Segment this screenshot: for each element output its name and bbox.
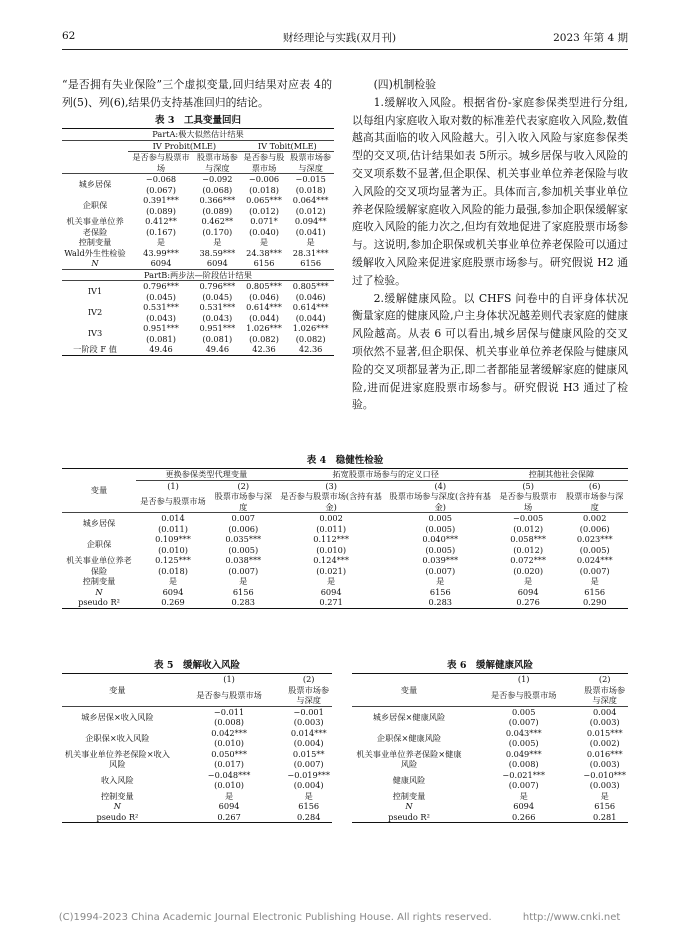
table-row: [62, 576, 628, 587]
std-error: (0.011): [158, 523, 188, 534]
column-number: (2): [598, 674, 611, 684]
std-error: (0.068): [202, 184, 233, 195]
row-label: 机关事业单位养老保险: [66, 216, 124, 237]
row-label: 健康风险: [392, 774, 426, 785]
std-error: (0.005): [508, 738, 539, 748]
coef-value: 6094: [150, 258, 172, 268]
issue-label: 2023 年第 4 期: [553, 32, 628, 44]
table-row: [62, 749, 332, 760]
coef-value: 0.271: [319, 597, 343, 607]
coef-value: 是: [590, 576, 599, 586]
section-heading: (四)机制检验: [373, 78, 437, 91]
column-number: (5): [522, 480, 534, 491]
table-row: [62, 129, 334, 141]
std-error: (0.018): [249, 184, 279, 195]
table-row: [62, 801, 332, 812]
coef-value: 1.026***: [292, 323, 329, 333]
std-error: (0.007): [508, 780, 539, 790]
table-row: [62, 248, 334, 259]
coef-value: 0.040***: [422, 534, 459, 544]
variable-header: 变量: [62, 674, 173, 707]
std-error: (0.010): [158, 544, 188, 555]
coef-value: 1.026***: [246, 323, 282, 333]
row-label: 城乡居保: [78, 179, 112, 190]
coef-value: 0.023***: [576, 534, 613, 544]
std-error: (0.082): [295, 333, 326, 344]
coef-value: 6094: [513, 801, 535, 811]
column-header: 是否参与股票市场: [196, 689, 262, 700]
coef-value: 0.072***: [510, 555, 546, 565]
table-4-grid: [62, 468, 628, 609]
coef-value: 0.058***: [510, 534, 546, 544]
table-row: [62, 513, 628, 524]
coef-value: 0.531***: [199, 302, 236, 312]
coef-value: 0.125***: [155, 555, 191, 565]
coef-value: 6094: [218, 801, 240, 811]
std-error: (0.012): [249, 205, 279, 216]
group-header: 拓宽股票市场参与的定义口径: [277, 469, 495, 481]
table-row: [62, 152, 334, 174]
table-row: [62, 216, 334, 227]
coef-value: 是: [213, 237, 222, 247]
std-error: (0.003): [589, 717, 620, 727]
coef-value: 6094: [162, 586, 184, 597]
std-error: (0.044): [295, 312, 326, 323]
coef-value: 0.004: [592, 706, 617, 717]
std-error: (0.006): [228, 523, 259, 534]
coef-value: 42.36: [252, 344, 276, 354]
column-number: (4): [434, 480, 447, 491]
coef-value: 0.042***: [211, 727, 247, 738]
table-row: [62, 524, 628, 535]
std-error: (0.005): [425, 544, 456, 555]
row-label: 城乡居保: [82, 518, 116, 529]
std-error: (0.044): [249, 312, 279, 323]
row-label: pseudo R²: [78, 597, 120, 607]
coef-value: 是: [524, 576, 533, 586]
std-error: (0.167): [146, 226, 176, 237]
coef-value: 0.290: [582, 597, 607, 607]
column-number: (2): [302, 674, 315, 684]
column-header: 是否参与股票市场: [243, 152, 285, 173]
row-label: IV2: [87, 307, 103, 318]
coef-value: −0.048***: [207, 769, 251, 780]
blank-cell: [62, 152, 128, 174]
table-row: [62, 491, 628, 513]
table-row: [352, 801, 628, 812]
row-label: pseudo R²: [388, 811, 430, 822]
std-error: (0.007): [293, 759, 324, 769]
coef-value: 0.805***: [246, 281, 282, 291]
coef-value: 0.124***: [313, 555, 349, 565]
std-error: (0.081): [202, 333, 233, 344]
coef-value: 0.796***: [143, 281, 179, 291]
coef-value: 0.283: [428, 597, 452, 607]
column-header: 是否参与股票市场: [499, 491, 557, 512]
table-row: [62, 174, 334, 185]
std-error: (0.017): [214, 759, 244, 769]
coef-value: 是: [259, 237, 269, 247]
coef-value: 28.31***: [292, 247, 329, 258]
column-number: (1): [167, 480, 179, 491]
header-rule: [62, 49, 628, 50]
std-error: (0.011): [316, 523, 347, 534]
std-error: (0.010): [214, 738, 244, 748]
coef-value: 0.002: [319, 513, 343, 523]
column-header: 股票市场参与深度: [288, 684, 330, 705]
coef-value: 0.024***: [576, 555, 613, 565]
coef-value: 0.531***: [143, 302, 179, 312]
std-error: (0.081): [146, 333, 176, 344]
coef-value: 0.796***: [199, 281, 236, 291]
coef-value: 0.015**: [292, 748, 325, 759]
table-row: [62, 195, 334, 206]
table-3-title: 表 3 工具变量回归: [155, 115, 241, 126]
column-header: 股票市场参与深度: [584, 684, 626, 705]
coef-value: 0.391***: [143, 195, 179, 205]
std-error: (0.170): [202, 226, 233, 237]
row-label: N: [91, 258, 99, 268]
std-error: (0.010): [316, 544, 347, 555]
coef-value: 0.005: [511, 706, 536, 717]
std-error: (0.008): [214, 717, 244, 727]
coef-value: −0.019***: [287, 769, 330, 780]
table-row: [62, 480, 628, 491]
table-5-title: 表 5 缓解收入风险: [154, 660, 240, 671]
row-label: 机关事业单位养老保险: [66, 555, 132, 576]
coef-value: 是: [156, 237, 166, 247]
coef-value: 0.094**: [294, 216, 327, 226]
std-error: (0.005): [579, 544, 610, 555]
coef-value: 0.002: [582, 513, 607, 523]
std-error: (0.006): [579, 523, 610, 534]
coef-value: −0.001: [293, 706, 324, 717]
table-row: [352, 791, 628, 802]
coef-value: −0.015: [295, 174, 326, 184]
coef-value: −0.011: [213, 706, 245, 717]
journal-name: 财经理论与实践(双月刊): [282, 32, 397, 44]
coef-value: 38.59***: [199, 247, 236, 258]
coef-value: −0.068: [145, 174, 177, 184]
std-error: (0.046): [295, 291, 326, 302]
coef-value: 0.614***: [292, 302, 329, 312]
std-error: (0.067): [146, 184, 176, 195]
coef-value: 0.043***: [505, 727, 542, 738]
coef-value: 0.035***: [225, 534, 262, 544]
copyright-footer: [0, 912, 679, 923]
table-row: [62, 770, 332, 781]
std-error: (0.003): [293, 717, 324, 727]
coef-value: 0.109***: [155, 534, 191, 544]
row-label: N: [113, 801, 121, 811]
row-label: N: [405, 801, 413, 811]
blank-cell: [62, 140, 128, 152]
std-error: (0.012): [513, 523, 544, 534]
coef-value: 0.284: [296, 811, 321, 822]
table-row: [62, 812, 332, 823]
coef-value: 0.038***: [225, 555, 262, 565]
table-row: [62, 728, 332, 739]
row-label: 企职保×收入风险: [85, 732, 150, 743]
column-header: 是否参与股票市场(含持有基金): [280, 491, 382, 512]
row-label: IV3: [87, 328, 103, 339]
std-error: (0.082): [249, 333, 279, 344]
std-error: (0.018): [158, 565, 188, 576]
coef-value: 6156: [232, 586, 254, 597]
mechanism-paragraph-1: 1.缓解收入风险。根据省份-家庭参保类型进行分组,以每组内家庭收入取对数的标准差代表家庭收入风险,数值越高其面临的收入风险越大。引入收入风险与家庭参保类型的交叉项,估计结果如表 5所示。城乡居保与收入风险的交叉项系数不显著,但企职保、机关事业单位养老保险与收入风险的交叉项均显著为正。具体而言,参加机关事业单位养老保险缓解家庭收入风险的能力最强,参加企职保缓解家庭收入风险的能力次之,但均有效地促进了家庭股票市场参与。这说明,参加企职保或机关事业单位养老保险可以通过缓解收入风险来促进家庭股票市场参与。研究假说 H2 通过了检验。: [352, 95, 628, 287]
coef-value: 0.112***: [313, 534, 349, 544]
std-error: (0.003): [589, 759, 620, 769]
coef-value: 24.38***: [246, 247, 282, 258]
group-header: IV Tobit(MLE): [241, 140, 334, 152]
std-error: (0.089): [146, 205, 176, 216]
coef-value: −0.092: [202, 174, 233, 184]
column-number: (1): [517, 674, 530, 684]
coef-value: 0.016***: [586, 748, 623, 759]
coef-value: 0.065***: [246, 195, 282, 205]
coef-value: 0.366***: [199, 195, 236, 205]
coef-value: 43.99***: [143, 247, 179, 258]
table-row: [62, 674, 332, 685]
column-header: 是否参与股票市场: [132, 152, 190, 173]
std-error: (0.008): [508, 759, 539, 769]
coef-value: 0.005: [428, 513, 452, 523]
row-label: 控制变量: [392, 790, 426, 801]
table-row: [62, 323, 334, 334]
coef-value: 0.283: [231, 597, 255, 607]
std-error: (0.005): [228, 544, 259, 555]
coef-value: 0.281: [592, 811, 617, 822]
std-error: (0.003): [589, 780, 620, 790]
coef-value: 6094: [206, 258, 228, 268]
group-header: 控制其他社会保障: [495, 469, 628, 481]
table-row: [352, 812, 628, 823]
std-error: (0.018): [295, 184, 326, 195]
coef-value: 0.276: [516, 597, 540, 607]
coef-value: 是: [519, 790, 528, 801]
coef-value: 0.412**: [145, 216, 177, 226]
left-text-line: “是否拥有失业保险”三个虚拟变量,回归结果对应表 4的列(5)、列(6),结果仍支持基准回归的结论。: [62, 78, 332, 109]
column-header: 股票市场参与深度: [290, 152, 332, 173]
group-header: IV Probit(MLE): [128, 140, 241, 152]
row-label: pseudo R²: [96, 811, 139, 822]
row-label: N: [95, 586, 103, 597]
coef-value: 0.614***: [246, 302, 282, 312]
table-row: [62, 587, 628, 598]
std-error: (0.089): [202, 205, 233, 216]
std-error: (0.004): [293, 780, 324, 790]
row-label: 城乡居保×收入风险: [81, 711, 154, 722]
table-4: [62, 452, 628, 609]
table-row: [62, 302, 334, 313]
coef-value: 是: [224, 790, 234, 801]
group-header: 更换参保类型代理变量: [136, 469, 277, 481]
left-paragraph: [62, 76, 332, 112]
coef-value: 49.46: [205, 344, 230, 354]
row-label: 企职保×健康风险: [376, 732, 442, 743]
std-error: (0.020): [513, 565, 544, 576]
table-row: [62, 258, 334, 269]
coef-value: 0.266: [511, 811, 536, 822]
mechanism-paragraph-2: 2.缓解健康风险。以 CHFS 问卷中的自评身体状况衡量家庭的健康风险,户主身体状况越差则代表家庭的健康风险越高。从表 6 可以看出,城乡居保与健康风险的交叉项依然不显著,但企职保、机关事业单位养老保险与健康风险的交叉项都显著为正,即二者都能显著缓解家庭的健康风险,进而促进家庭股票市场参与。研究假说 H3 通过了检验。: [352, 291, 628, 412]
coef-value: 是: [327, 576, 336, 586]
coef-value: 0.462**: [201, 216, 234, 226]
row-label: 企职保: [86, 539, 112, 550]
table-row: [62, 534, 628, 545]
coef-value: 0.049***: [505, 748, 542, 759]
coef-value: 0.014: [161, 513, 185, 523]
table-6-title: 表 6 缓解健康风险: [447, 660, 533, 671]
coef-value: 6156: [584, 586, 606, 597]
column-header: 股票市场参与深度(含持有基金): [389, 491, 491, 512]
row-label: Wald外生性检验: [64, 247, 126, 258]
coef-value: 0.267: [217, 811, 241, 822]
std-error: (0.046): [249, 291, 279, 302]
coef-value: 是: [436, 576, 445, 586]
row-label: 控制变量: [100, 790, 134, 801]
column-header: 是否参与股票市场: [140, 496, 206, 507]
coef-value: −0.010***: [583, 769, 626, 780]
table-row: [352, 706, 628, 717]
std-error: (0.043): [202, 312, 233, 323]
coef-value: 0.015***: [586, 727, 623, 738]
std-error: (0.045): [146, 291, 176, 302]
column-header: 是否参与股票市场: [490, 689, 557, 700]
coef-value: 是: [304, 790, 313, 801]
footer-url: http://www.cnki.net: [522, 912, 621, 923]
std-error: (0.012): [513, 544, 544, 555]
table-5-grid: [62, 673, 332, 823]
coef-value: 是: [239, 576, 248, 586]
coef-value: 0.951***: [199, 323, 236, 333]
part-b-label: PartB:两步法—阶段估计结果: [144, 269, 252, 280]
std-error: (0.007): [508, 717, 539, 727]
row-label: 一阶段 F 值: [73, 344, 117, 354]
std-error: (0.005): [425, 523, 456, 534]
page-number: 62: [62, 30, 76, 42]
coef-value: 6156: [429, 586, 451, 597]
coef-value: 0.007: [231, 513, 255, 523]
coef-value: 0.064***: [292, 195, 329, 205]
column-header: 股票市场参与深度: [214, 491, 272, 512]
table-row: [62, 269, 334, 281]
table-row: [62, 344, 334, 355]
std-error: (0.045): [202, 291, 233, 302]
std-error: (0.007): [228, 565, 259, 576]
right-column-text: [352, 76, 628, 414]
row-label: 机关事业单位养老保险×收入风险: [64, 748, 170, 769]
part-a-label: PartA:极大似然估计结果: [152, 129, 244, 139]
table-row: [62, 237, 334, 248]
coef-value: 0.014***: [290, 727, 327, 738]
coef-value: 6156: [298, 801, 320, 811]
row-label: 控制变量: [82, 576, 116, 586]
row-label: 机关事业单位养老保险×健康风险: [356, 748, 462, 769]
std-error: (0.041): [295, 226, 326, 237]
column-header: 股票市场参与深度: [196, 152, 238, 173]
coef-value: −0.021***: [502, 769, 545, 780]
table-4-title: 表 4 稳健性检验: [306, 455, 384, 466]
coef-value: 0.050***: [211, 748, 247, 759]
std-error: (0.012): [295, 205, 326, 216]
coef-value: 42.36: [298, 344, 323, 354]
table-row: [62, 281, 334, 292]
coef-value: −0.006: [248, 174, 280, 184]
column-number: (2): [237, 480, 250, 491]
coef-value: 6156: [300, 258, 322, 268]
table-row: [62, 140, 334, 152]
column-number: (1): [223, 674, 235, 684]
column-number: (3): [325, 480, 337, 491]
std-error: (0.007): [579, 565, 610, 576]
table-6: [352, 657, 628, 823]
table-6-grid: [352, 673, 628, 823]
table-row: [62, 545, 628, 556]
coef-value: 6156: [594, 801, 616, 811]
coef-value: 0.805***: [292, 281, 329, 291]
coef-value: 0.039***: [422, 555, 459, 565]
table-row: [62, 566, 628, 577]
table-row: [62, 597, 628, 608]
footer-copyright: (C)1994-2023 China Academic Journal Electronic Publishing House. All rights reserved.: [58, 912, 492, 923]
table-5: [62, 657, 332, 823]
std-error: (0.007): [425, 565, 456, 576]
column-number: (6): [588, 480, 601, 491]
coef-value: 是: [306, 237, 315, 247]
std-error: (0.004): [293, 738, 324, 748]
coef-value: −0.005: [512, 513, 544, 523]
coef-value: 6094: [320, 586, 342, 597]
coef-value: 0.071*: [250, 216, 278, 226]
std-error: (0.040): [249, 226, 279, 237]
table-row: [62, 469, 628, 481]
coef-value: 0.269: [161, 597, 185, 607]
coef-value: 0.951***: [143, 323, 179, 333]
table-row: [352, 674, 628, 685]
table-3-grid: [62, 128, 334, 356]
coef-value: 是: [168, 576, 178, 586]
variable-header: 变量: [352, 674, 466, 707]
column-header: 股票市场参与深度: [566, 491, 624, 512]
table-row: [62, 555, 628, 566]
std-error: (0.021): [316, 565, 347, 576]
coef-value: 49.46: [149, 344, 173, 354]
table-row: [352, 728, 628, 739]
row-label: 收入风险: [100, 774, 134, 785]
row-label: 城乡居保×健康风险: [372, 711, 446, 722]
std-error: (0.002): [589, 738, 620, 748]
std-error: (0.043): [146, 312, 176, 323]
table-3: [62, 112, 334, 356]
coef-value: 是: [600, 790, 609, 801]
coef-value: 6094: [517, 586, 539, 597]
table-row: [352, 749, 628, 760]
variable-header: 变量: [62, 469, 136, 513]
coef-value: 6156: [253, 258, 275, 268]
table-row: [62, 791, 332, 802]
std-error: (0.010): [214, 780, 244, 790]
row-label: 企职保: [82, 200, 108, 211]
row-label: IV1: [87, 286, 103, 297]
table-row: [352, 770, 628, 781]
table-row: [62, 706, 332, 717]
row-label: 控制变量: [78, 237, 112, 247]
